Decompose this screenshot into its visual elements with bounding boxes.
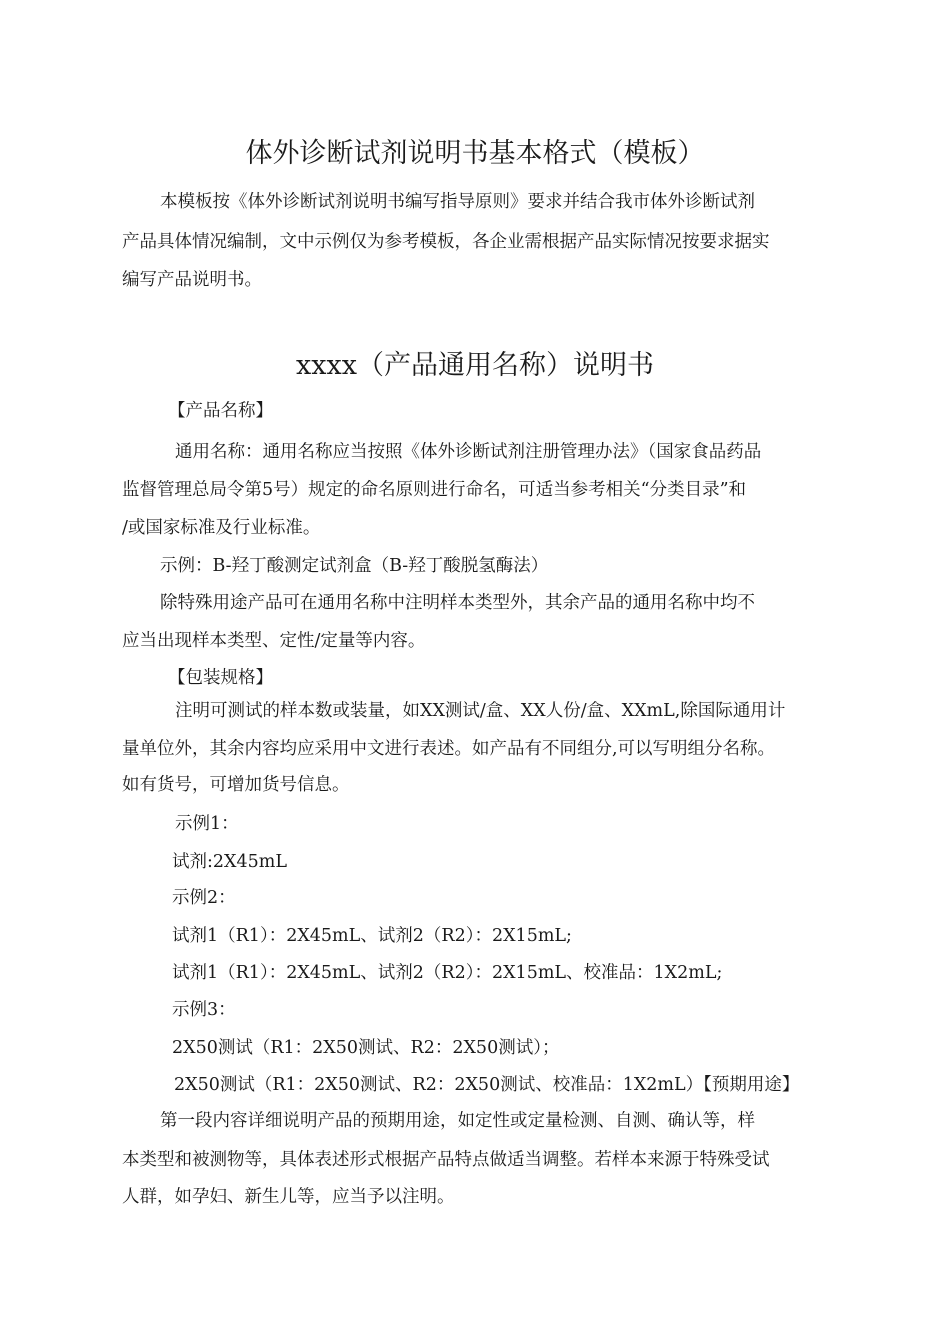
packaging-example-line-5: 2X50测试（R1：2X50测试、R2：2X50测试、校准品：1X2mL）【预期用途】	[174, 1075, 800, 1095]
intro-line-3: 编写产品说明书。	[122, 270, 262, 290]
product-name-note-1: 除特殊用途产品可在通用名称中注明样本类型外，其余产品的通用名称中均不	[160, 593, 755, 613]
product-name-heading: 【产品名称】	[168, 401, 273, 421]
packaging-example-label-3: 示例3：	[172, 1000, 236, 1020]
document-title: 体外诊断试剂说明书基本格式（模板）	[245, 138, 705, 169]
manual-subtitle: xxxx（产品通用名称）说明书	[296, 350, 654, 381]
packaging-line-3: 如有货号，可增加货号信息。	[122, 775, 350, 795]
product-name-note-2: 应当出现样本类型、定性/定量等内容。	[122, 631, 426, 651]
intended-use-line-3: 人群，如孕妇、新生儿等，应当予以注明。	[122, 1187, 455, 1207]
packaging-example-line-3: 试剂1（R1）：2X45mL、试剂2（R2）：2X15mL、校准品：1X2mL;	[172, 963, 723, 983]
packaging-line-1: 注明可测试的样本数或装量，如XX测试/盒、XX人份/盒、XXmL,除国际通用计	[175, 701, 786, 721]
intended-use-line-1: 第一段内容详细说明产品的预期用途，如定性或定量检测、自测、确认等，样	[160, 1111, 755, 1131]
intro-line-1: 本模板按《体外诊断试剂说明书编写指导原则》要求并结合我市体外诊断试剂	[160, 192, 755, 212]
product-name-example: 示例：B-羟丁酸测定试剂盒（B-羟丁酸脱氢酶法）	[160, 556, 549, 576]
intro-line-2: 产品具体情况编制，文中示例仅为参考模板，各企业需根据产品实际情况按要求据实	[122, 232, 770, 252]
product-name-line-3: /或国家标准及行业标准。	[122, 518, 321, 538]
product-name-line-2: 监督管理总局令第5号）规定的命名原则进行命名，可适当参考相关“分类目录”和	[122, 480, 747, 500]
packaging-example-line-2: 试剂1（R1）：2X45mL、试剂2（R2）：2X15mL;	[172, 926, 572, 946]
intended-use-line-2: 本类型和被测物等，具体表述形式根据产品特点做适当调整。若样本来源于特殊受试	[122, 1150, 770, 1170]
packaging-line-2: 量单位外，其余内容均应采用中文进行表述。如产品有不同组分,可以写明组分名称。	[122, 739, 776, 759]
packaging-example-label-1: 示例1：	[175, 814, 239, 834]
packaging-example-line-4: 2X50测试（R1：2X50测试、R2：2X50测试）；	[172, 1038, 560, 1058]
product-name-line-1: 通用名称：通用名称应当按照《体外诊断试剂注册管理办法》（国家食品药品	[175, 442, 762, 462]
packaging-example-label-2: 示例2：	[172, 888, 236, 908]
packaging-example-line-1: 试剂:2X45mL	[172, 852, 287, 872]
packaging-heading: 【包装规格】	[168, 668, 273, 688]
